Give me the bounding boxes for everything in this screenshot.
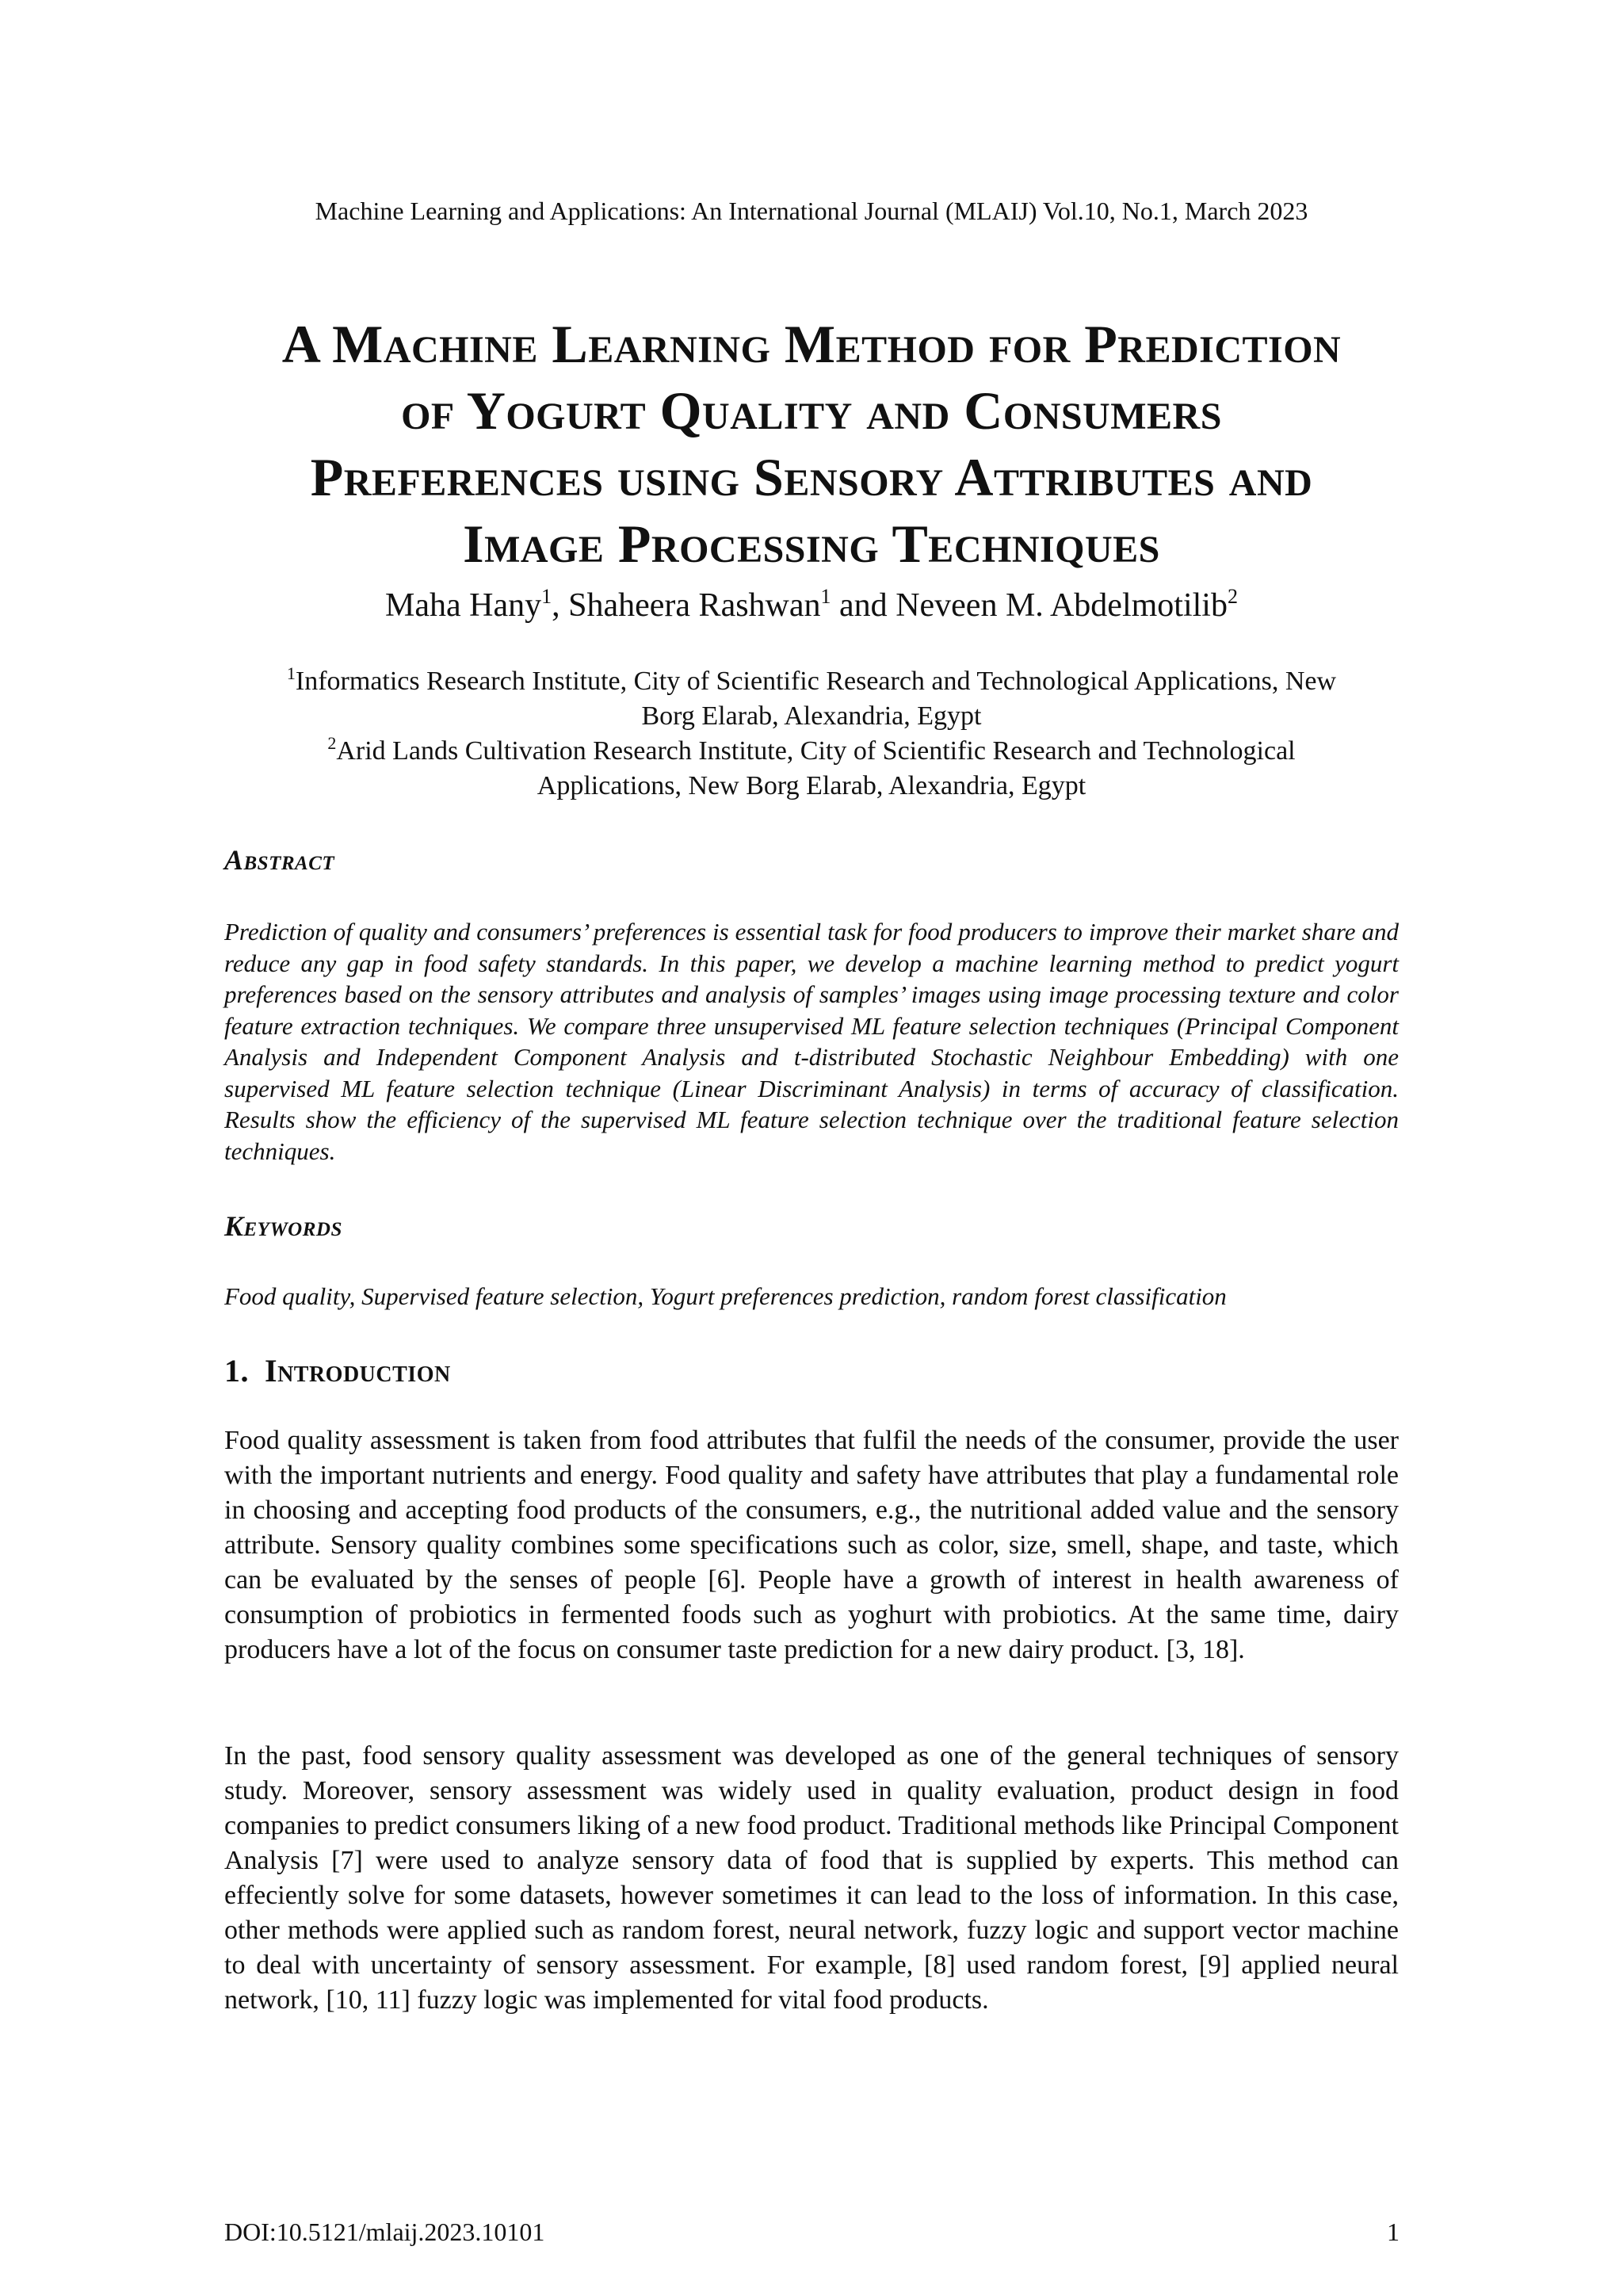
introduction-heading xyxy=(224,1352,451,1389)
section-title: Introduction xyxy=(265,1353,451,1389)
affiliation-1-mark: 1 xyxy=(286,663,296,683)
affiliation-2-line-1 xyxy=(223,734,1400,769)
author-2-name: Shaheera Rashwan xyxy=(568,587,821,624)
author-separator-2: and xyxy=(831,587,896,624)
author-3-name: Neveen M. Abdelmotilib xyxy=(896,587,1228,624)
author-2-affiliation-mark: 1 xyxy=(820,585,831,608)
affiliation-2-line-2: Applications, New Borg Elarab, Alexandria, Egypt xyxy=(537,771,1086,800)
affiliation-2-mark: 2 xyxy=(327,733,337,753)
affiliation-1-line-2: Borg Elarab, Alexandria, Egypt xyxy=(641,701,982,731)
keywords-heading: Keywords xyxy=(224,1210,342,1242)
title-line-1: A Machine Learning Method for Prediction xyxy=(281,314,1342,374)
affiliation-1-text: Informatics Research Institute, City of Scientific Research and Technological Applications, New xyxy=(295,667,1337,696)
abstract-heading: Abstract xyxy=(224,844,335,876)
author-1-affiliation-mark: 1 xyxy=(541,585,552,608)
paper-title xyxy=(198,311,1425,577)
affiliation-2-text: Arid Lands Cultivation Research Institute, City of Scientific Research and Technological xyxy=(336,736,1296,766)
section-number: 1. xyxy=(224,1353,249,1389)
author-separator-1: , xyxy=(552,587,569,624)
title-line-4: Image Processing Techniques xyxy=(463,514,1160,574)
intro-paragraph-1: Food quality assessment is taken from food attributes that fulfil the needs of the consumer, provide the user with the important nutrients and energy. Food quality and safety have attributes that play a fundamental role in choosing and accepting food products of the consumers, e.g., the nutritional added value and the sensory attribute. Sensory quality combines some specifications such as color, size, smell, shape, and taste, which can be evaluated by the senses of people [6]. People have a growth of interest in health awareness of consumption of probiotics in fermented foods such as yoghurt with probiotics. At the same time, dairy producers have a lot of the focus on consumer taste prediction for a new dairy product. [3, 18]. xyxy=(224,1426,1399,1664)
page-number: 1 xyxy=(1387,2218,1400,2246)
keywords-text: Food quality, Supervised feature selection, Yogurt preferences prediction, random forest classification xyxy=(224,1282,1227,1310)
author-list xyxy=(0,585,1623,626)
abstract-text: Prediction of quality and consumers’ preferences is essential task for food producers to improve their market share and reduce any gap in food safety standards. In this paper, we develop a machine learning method to predict yogurt preferences based on the sensory attributes and analysis of samples’ images using image processing texture and color feature extraction techniques. We compare three unsupervised ML feature selection techniques (Principal Component Analysis and Independent Component Analysis and t-distributed Stochastic Neighbour Embedding) with one supervised ML feature selection technique (Linear Discriminant Analysis) in terms of accuracy of classification. Results show the efficiency of the supervised ML feature selection technique over the traditional feature selection techniques. xyxy=(224,918,1399,1165)
author-3-affiliation-mark: 2 xyxy=(1227,585,1238,608)
affiliation-1-line-1 xyxy=(223,664,1400,699)
title-line-3: Preferences using Sensory Attributes and xyxy=(310,447,1313,507)
footer-doi: DOI:10.5121/mlaij.2023.10101 xyxy=(224,2218,545,2246)
title-line-2: of Yogurt Quality and Consumers xyxy=(401,380,1222,441)
author-1-name: Maha Hany xyxy=(385,587,542,624)
affiliation-1 xyxy=(223,664,1400,734)
running-head: Machine Learning and Applications: An International Journal (MLAIJ) Vol.10, No.1, March 2023 xyxy=(315,197,1308,225)
intro-paragraph-2: In the past, food sensory quality assessment was developed as one of the general techniques of sensory study. Moreover, sensory assessment was widely used in quality evaluation, product design in food companies to predict consumers liking of a new food product. Traditional methods like Principal Component Analysis [7] were used to analyze sensory data of food that is supplied by experts. This method can effeciently solve for some datasets, however sometimes it can lead to the loss of information. In this case, other methods were applied such as random forest, neural network, fuzzy logic and support vector machine to deal with uncertainty of sensory assessment. For example, [8] used random forest, [9] applied neural network, [10, 11] fuzzy logic was implemented for vital food products. xyxy=(224,1741,1399,2015)
affiliation-2 xyxy=(223,734,1400,804)
